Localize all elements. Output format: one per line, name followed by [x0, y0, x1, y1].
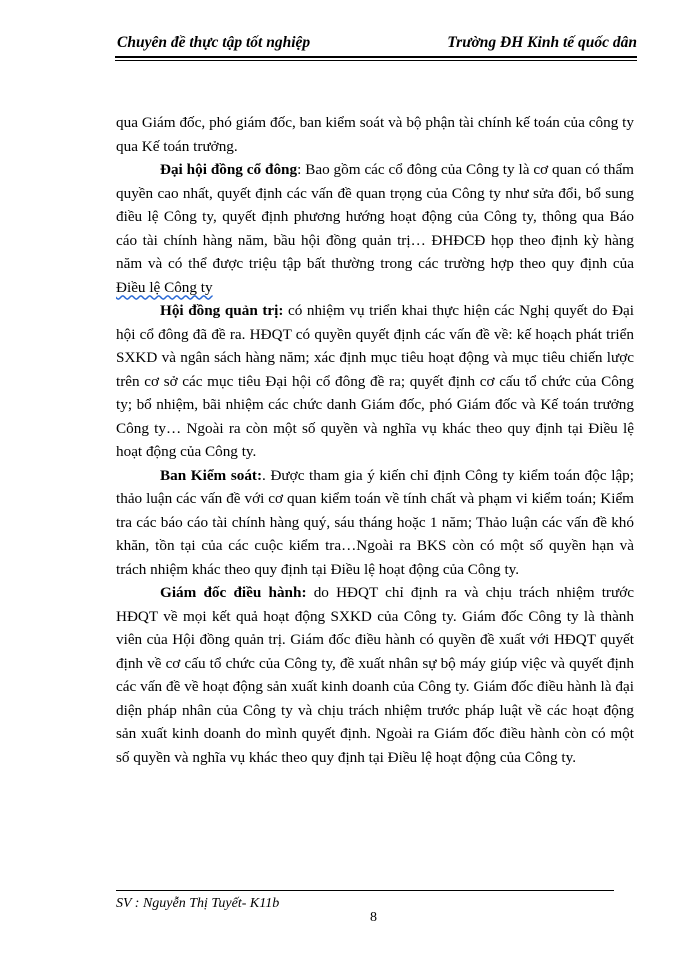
general-meeting-text: : Bao gồm các cổ đông của Công ty là cơ quan có thẩm quyền cao nhất, quyết định các vấn đề quan trọng của Công ty như sửa đổi, bổ sung điều lệ Công ty, quyết định phương hướng hoạt động của Công ty, thông qua Báo cáo tài chính hàng năm, bầu hội đồng quản trị… ĐHĐCĐ họp theo định kỳ hàng năm và có thể được triệu tập bất thường trong các trường hợp theo quy định của — [116, 161, 634, 272]
paragraph-general-meeting — [116, 158, 634, 299]
paragraph-supervisory — [116, 464, 634, 582]
header-rule-thin — [115, 60, 637, 61]
page-number: 8 — [370, 910, 377, 925]
header-left-title: Chuyên đề thực tập tốt nghiệp — [117, 34, 311, 51]
header-right-title: Trường ĐH Kinh tế quốc dân — [447, 34, 637, 51]
page-header — [115, 32, 637, 58]
supervisory-heading: Ban Kiểm soát: — [160, 466, 263, 484]
header-rule-thick — [115, 56, 637, 58]
paragraph-director — [116, 581, 634, 769]
paragraph-intro — [116, 111, 634, 158]
paragraph-board — [116, 299, 634, 464]
supervisory-text: . Được tham gia ý kiến chỉ định Công ty kiểm toán độc lập; thảo luận các vấn đề với cơ quan kiểm toán về tính chất và phạm vi kiểm toán; Kiểm tra các báo cáo tài chính hàng quý, sáu tháng hoặc 1 năm; Thảo luận các vấn đề khó khăn, tồn tại của các cuộc kiểm tra…Ngoài ra BKS còn có một số quyền hạn và trách nhiệm khác theo quy định tại Điều lệ hoạt động của Công ty. — [116, 466, 634, 578]
board-heading: Hội đồng quản trị: — [160, 302, 284, 319]
general-meeting-heading: Đại hội đồng cổ đông — [160, 161, 298, 178]
footer-author: SV : Nguyễn Thị Tuyết- K11b — [116, 896, 280, 911]
footer-rule — [116, 890, 614, 891]
board-text: có nhiệm vụ triển khai thực hiện các Nghị quyết do Đại hội cổ đông đã đề ra. HĐQT có quyền quyết định các vấn đề về: kế hoạch phát triển SXKD và ngân sách hàng năm; xác định mục tiêu hoạt động và mục tiêu chiến lược trên cơ sở các mục tiêu Đại hội cổ đông đề ra; quyết định cơ cấu tổ chức của Công ty; bổ nhiệm, bãi nhiệm các chức danh Giám đốc, phó Giám đốc và Kế toán trưởng Công ty… Ngoài ra còn một số quyền và nghĩa vụ khác theo quy định tại Điều lệ hoạt động của Công ty. — [116, 302, 634, 460]
paragraph-intro-text: qua Giám đốc, phó giám đốc, ban kiểm soát và bộ phận tài chính kế toán của công ty qua Kế toán trưởng. — [116, 114, 634, 155]
charter-underlined-text: Điều lệ Công ty — [116, 278, 213, 296]
director-text: do HĐQT chỉ định ra và chịu trách nhiệm trước HĐQT về mọi kết quả hoạt động SXKD của Công ty. Giám đốc Công ty là thành viên của Hội đồng quản trị. Giám đốc điều hành có quyền đề xuất với HĐQT quyết định về cơ cấu tổ chức của Công ty, đề xuất nhân sự bộ máy giúp việc và quyết định các vấn đề về hoạt động sản xuất kinh doanh của Công ty. Giám đốc điều hành là đại diện pháp nhân của Công ty và chịu trách nhiệm trước pháp luật về các hoạt động sản xuất kinh doanh do mình quyết định. Ngoài ra Giám đốc điều hành còn có một số quyền và nghĩa vụ khác theo quy định tại Điều lệ hoạt động của Công ty. — [116, 584, 634, 766]
document-body — [116, 111, 634, 769]
director-heading: Giám đốc điều hành: — [160, 584, 307, 601]
